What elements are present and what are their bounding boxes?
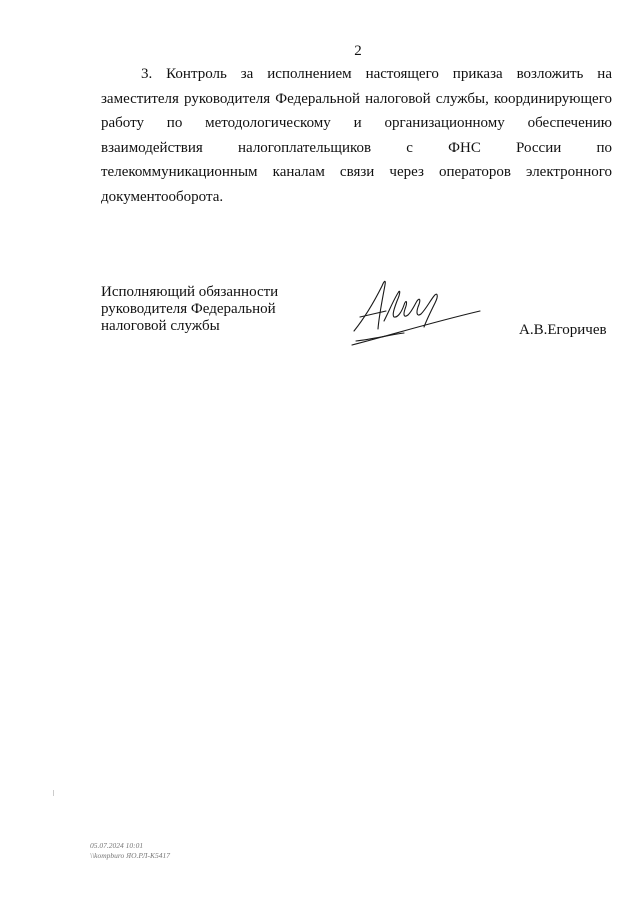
page-number: 2 xyxy=(354,43,362,59)
signer-position-line: Исполняющий обязанности xyxy=(101,284,279,300)
signer-position xyxy=(101,284,301,335)
footer-stamp xyxy=(90,841,170,861)
footer-date-time: 05.07.2024 10:01 xyxy=(90,841,144,850)
scan-mark xyxy=(53,790,54,796)
signer-position-line: руководителя Федеральной xyxy=(101,301,276,317)
signer-name: А.В.Егоричев xyxy=(519,322,607,338)
signer-position-line: налоговой службы xyxy=(101,318,220,334)
footer-file-ref: \\kompburo ЯО.РЛ-К5417 xyxy=(90,851,170,860)
handwritten-signature xyxy=(344,271,484,351)
order-paragraph-3: 3. Контроль за исполнением настоящего приказа возложить на заместителя руководителя Федеральной налоговой службы, координирующего работу по методологическому и организационному обеспечению взаимодействия налогоплательщиков с ФНС России по телекоммуникационным каналам связи через операторов электронного документооборота. xyxy=(101,66,612,205)
